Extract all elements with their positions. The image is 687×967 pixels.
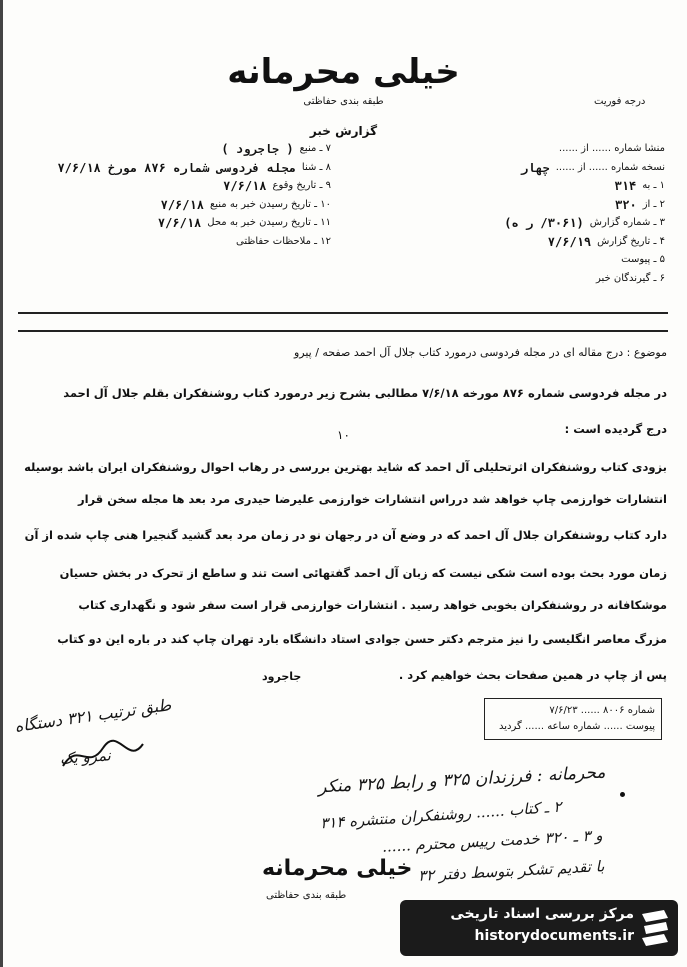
body-line: موشکافانه در روشنفکران بخوبی خواهد رسید . انتشارات خوارزمی قرار است سفر شود و نگهداری کتاب [78,598,667,612]
report-type: گزارش خبر [309,124,378,138]
body-line: دارد کتاب روشنفکران جلال آل احمد که در وضع آن در رجهان نو در زمان مرد بعد گشید گنجیرا هنی چاپ شده از آن [24,528,667,542]
field-row: ۱ ـ به ۳۱۴ [614,179,665,193]
field-row: ۹ ـ تاریخ وقوع ۷/۶/۱۸ [223,179,331,193]
watermark-title: مرکز بررسی اسناد تاریخی [450,906,634,922]
handwritten-note: محرمانه : فرزندان ۳۲۵ و رابط ۳۲۵ منکر [317,762,606,798]
signature-mark [58,736,148,776]
field-row: نسخه شماره ...... از ...... چهار [520,160,665,175]
field-row: ۱۰ ـ تاریخ رسیدن خبر به منبع ۷/۶/۱۸ [160,197,331,212]
body-line: در مجله فردوسی شماره ۸۷۶ مورخه ۷/۶/۱۸ مطالبی بشرح زیر درمورد کتاب روشنفکران بقلم جلال آل احمد [63,386,667,400]
field-row: ۸ ـ شنا مجله فردوسی شماره ۸۷۶ مورخ ۷/۶/۱۸ [57,160,331,175]
page-number: ۱۰ [337,428,350,442]
body-line: مزرگ معاصر انگلیسی را نیز مترجم دکتر حسن جوادی استاد دانشگاه بارد تهران چاپ کند در باره این دو کتاب [57,632,667,646]
urgency-label: درجه فوریت [594,96,646,107]
field-row: منشا شماره ...... از ...... [558,143,665,154]
classification-note: طبقه بندی حفاظتی [303,96,384,107]
field-row: ۱۲ ـ ملاحظات حفاظتی [236,235,331,247]
watermark-url: historydocuments.ir [474,928,634,944]
watermark-badge [400,900,678,956]
document-title: خیلی محرمانه [227,52,460,92]
fields-left [13,140,331,251]
field-row: ۲ ـ از ۳۲۰ [615,197,665,212]
source-signoff: جاجرود [262,670,302,683]
bullet-dot [620,792,625,797]
subject-line: موضوع : درج مقاله ای در مجله فردوسی درمورد کتاب جلال آل احمد صفحه / پیرو [293,346,667,359]
stamp-line: پیوست ...... شماره ساعه ...... گردید [499,721,655,732]
fields-right [335,140,665,288]
handwritten-note: طبق ترتیب ۳۲۱ دستگاه [13,695,173,736]
field-row: ۴ ـ تاریخ گزارش ۷/۶/۱۹ [547,234,665,249]
field-row: ۷ ـ منبع ( جاجرود ) [221,142,331,156]
field-row: ۵ ـ پیوست [621,254,665,265]
body-line: زمان مورد بحث بوده است شکی نیست که زبان آل احمد گفتهائی است تند و ساطع از تحرک در بخش حسیان [59,566,667,580]
body-line: بزودی کتاب روشنفکران اثرتحلیلی آل احمد که شاید بهترین بررسی در رهاب احوال روشنفکران ایران باشد بوسیله [24,460,667,474]
divider-line [18,330,668,332]
footer-classification-note: طبقه بندی حفاظتی [266,890,347,901]
field-row: ۶ ـ گیرندگان خبر [595,272,665,284]
field-row: ۱۱ ـ تاریخ رسیدن خبر به محل ۷/۶/۱۸ [157,216,331,230]
handwritten-note: با تقدیم تشکر بتوسط دفتر ۳۲ [417,857,605,885]
archive-logo-icon [638,908,672,948]
body-line: انتشارات خوارزمی چاپ خواهد شد درراس انتشارات خوارزمی علیرضا حیدری مرد بعد ها مجله سخن قرار [77,492,667,506]
registry-stamp [484,698,662,740]
scan-edge [0,0,3,967]
divider-line [18,312,668,314]
footer-title: خیلی محرمانه [262,856,413,881]
field-row: ۳ ـ شماره گزارش (۳۰۶۱/ ر ه) [504,216,665,230]
stamp-line: شماره ۸۰۰۶ ...... ۷/۶/۲۳ [549,705,655,716]
handwritten-note: نمرو یک [59,746,112,768]
body-line: پس از چاپ در همین صفحات بحث خواهیم کرد . [398,668,667,682]
body-line: درج گردیده است : [564,422,667,436]
handwritten-note: و ۳ ـ ۳۲۰ خدمت رییس محترم ...... [381,826,603,856]
handwritten-note: ۲ ـ کتاب ...... روشنفکران منتشره ۳۱۴ [319,797,563,833]
